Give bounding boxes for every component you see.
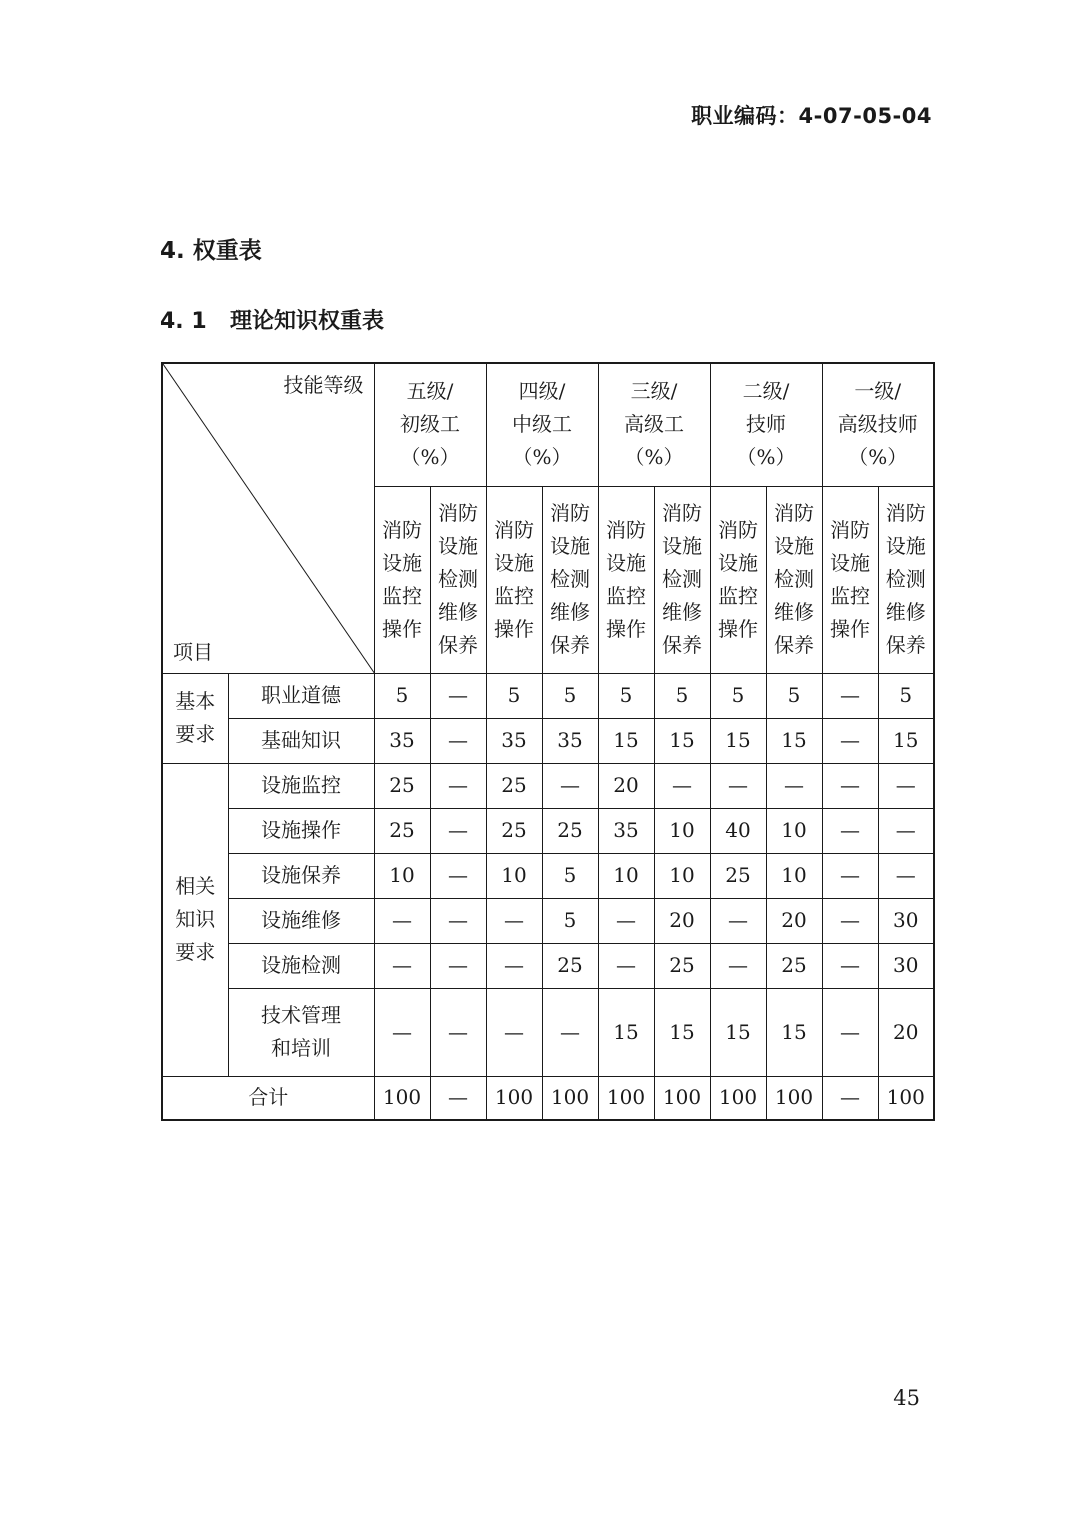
total-value-cell: 100 — [654, 1076, 710, 1120]
subheader-line: 设施 — [494, 550, 534, 575]
subheader-line: 检测 — [550, 567, 590, 591]
subheader-line: 操作 — [606, 616, 646, 641]
subheader-line: 消防 — [718, 517, 758, 542]
value-cell: 5 — [598, 673, 654, 718]
item-cell — [228, 673, 374, 718]
level-header-line: （%） — [512, 445, 572, 470]
category-label-line: 要求 — [175, 940, 216, 964]
table-row — [162, 673, 934, 718]
value-cell: 25 — [710, 853, 766, 898]
subheader-line: 设施 — [606, 550, 646, 575]
level-header-line: 二级/ — [742, 379, 790, 404]
subheader-line: 监控 — [606, 583, 646, 608]
value-cell: 25 — [766, 943, 822, 988]
item-label-line: 设施检测 — [261, 953, 341, 977]
subheader-line: 消防 — [550, 501, 590, 525]
item-label-line: 设施监控 — [261, 773, 341, 797]
item-cell — [228, 808, 374, 853]
subsection-title — [160, 304, 384, 335]
subheader-line: 保养 — [550, 633, 590, 657]
total-value-cell: 100 — [766, 1076, 822, 1120]
total-value-cell: 100 — [710, 1076, 766, 1120]
subheader-monitor-operate — [374, 486, 430, 673]
value-cell: 5 — [878, 673, 934, 718]
value-cell: 15 — [598, 988, 654, 1076]
level-header-line: 三级/ — [630, 379, 678, 404]
value-cell: — — [654, 763, 710, 808]
level-header — [486, 363, 598, 486]
category-label-line: 基本 — [175, 689, 216, 713]
subheader-line: 检测 — [885, 567, 926, 591]
value-cell: — — [430, 763, 486, 808]
item-cell — [228, 763, 374, 808]
value-cell: 15 — [878, 718, 934, 763]
value-cell: 10 — [374, 853, 430, 898]
item-cell — [228, 898, 374, 943]
value-cell: — — [822, 673, 878, 718]
level-header-line: 技师 — [746, 412, 786, 437]
subheader-line: 操作 — [718, 616, 758, 641]
value-cell: — — [822, 718, 878, 763]
value-cell: 35 — [542, 718, 598, 763]
level-header-line: 五级/ — [406, 379, 454, 404]
subheader-inspect-maintain — [430, 486, 486, 673]
subheader-line: 设施 — [885, 534, 926, 558]
item-label-line: 设施保养 — [261, 863, 341, 887]
level-header-line: 四级/ — [518, 379, 566, 404]
subheader-inspect-maintain — [542, 486, 598, 673]
category-label-line: 要求 — [175, 722, 216, 746]
value-cell: 20 — [878, 988, 934, 1076]
value-cell: 10 — [654, 853, 710, 898]
subheader-line: 监控 — [718, 583, 758, 608]
value-cell: — — [430, 718, 486, 763]
value-cell: 35 — [486, 718, 542, 763]
page-number: 45 — [893, 1386, 920, 1410]
value-cell: — — [430, 988, 486, 1076]
subheader-monitor-operate — [822, 486, 878, 673]
value-cell: 5 — [710, 673, 766, 718]
subheader-monitor-operate — [710, 486, 766, 673]
table-row — [162, 853, 934, 898]
value-cell: 30 — [878, 898, 934, 943]
value-cell: 15 — [710, 988, 766, 1076]
subheader-line: 保养 — [885, 633, 926, 657]
value-cell: 5 — [486, 673, 542, 718]
item-label-line: 职业道德 — [261, 683, 341, 707]
value-cell: — — [710, 763, 766, 808]
value-cell: 15 — [654, 718, 710, 763]
total-value-cell: — — [822, 1076, 878, 1120]
level-header — [374, 363, 486, 486]
item-label-line: 技术管理 — [261, 1003, 341, 1027]
value-cell: — — [486, 943, 542, 988]
value-cell: 5 — [766, 673, 822, 718]
value-cell: — — [374, 898, 430, 943]
subheader-line: 维修 — [662, 600, 702, 624]
subheader-line: 消防 — [662, 501, 702, 525]
table-row — [162, 988, 934, 1076]
value-cell: 25 — [654, 943, 710, 988]
corner-diagonal-line — [163, 364, 375, 674]
subheader-line: 维修 — [885, 600, 926, 624]
table-row — [162, 718, 934, 763]
value-cell: 5 — [374, 673, 430, 718]
value-cell: — — [710, 943, 766, 988]
level-header-line: 高级技师 — [837, 412, 918, 437]
total-value-cell: — — [430, 1076, 486, 1120]
category-label-line: 知识 — [175, 907, 216, 931]
value-cell: — — [598, 943, 654, 988]
corner-label-item: 项目 — [173, 639, 213, 664]
value-cell: — — [822, 808, 878, 853]
value-cell: — — [822, 898, 878, 943]
category-label-line: 相关 — [175, 874, 216, 898]
subheader-monitor-operate — [598, 486, 654, 673]
subheader-line: 检测 — [438, 567, 478, 591]
item-cell — [228, 988, 374, 1076]
total-value-cell: 100 — [374, 1076, 430, 1120]
value-cell: — — [822, 988, 878, 1076]
level-header — [822, 363, 934, 486]
level-header-line: 初级工 — [400, 412, 460, 437]
value-cell: — — [822, 853, 878, 898]
value-cell: — — [542, 763, 598, 808]
subheader-line: 监控 — [830, 583, 870, 608]
subheader-line: 操作 — [830, 616, 870, 641]
category-cell — [162, 673, 228, 763]
value-cell: 30 — [878, 943, 934, 988]
item-label-line: 设施维修 — [261, 908, 341, 932]
value-cell: — — [486, 988, 542, 1076]
value-cell: 10 — [486, 853, 542, 898]
total-value-cell: 100 — [486, 1076, 542, 1120]
value-cell: — — [374, 988, 430, 1076]
value-cell: — — [766, 763, 822, 808]
value-cell: — — [542, 988, 598, 1076]
subheader-line: 维修 — [550, 600, 590, 624]
subheader-line: 保养 — [438, 633, 478, 657]
subheader-inspect-maintain — [878, 486, 934, 673]
item-label-line: 和培训 — [271, 1036, 331, 1060]
table-corner-cell — [162, 363, 374, 673]
value-cell: 5 — [542, 898, 598, 943]
item-label-line: 设施操作 — [261, 818, 341, 842]
subheader-line: 消防 — [885, 501, 926, 525]
corner-label-skill-level: 技能等级 — [283, 373, 364, 397]
subheader-line: 消防 — [774, 501, 814, 525]
value-cell: — — [430, 808, 486, 853]
value-cell: 20 — [766, 898, 822, 943]
table-row — [162, 898, 934, 943]
value-cell: 15 — [766, 988, 822, 1076]
level-header-line: （%） — [400, 445, 460, 470]
table-row — [162, 763, 934, 808]
total-row — [162, 1076, 934, 1120]
subheader-line: 设施 — [774, 534, 814, 558]
level-header — [598, 363, 710, 486]
subheader-line: 设施 — [550, 534, 590, 558]
total-value-cell: 100 — [542, 1076, 598, 1120]
value-cell: — — [822, 943, 878, 988]
subheader-line: 设施 — [718, 550, 758, 575]
category-cell — [162, 763, 228, 1076]
subheader-line: 消防 — [382, 517, 422, 542]
value-cell: 10 — [598, 853, 654, 898]
theory-weight-table — [161, 362, 935, 1121]
value-cell: — — [878, 763, 934, 808]
value-cell: 5 — [542, 673, 598, 718]
table-row — [162, 943, 934, 988]
value-cell: — — [430, 853, 486, 898]
value-cell: 10 — [766, 808, 822, 853]
value-cell: — — [878, 808, 934, 853]
level-header-line: （%） — [624, 445, 684, 470]
value-cell: — — [598, 898, 654, 943]
occupation-code: 职业编码：4-07-05-04 — [691, 104, 932, 128]
subheader-inspect-maintain — [766, 486, 822, 673]
subheader-line: 监控 — [494, 583, 534, 608]
value-cell: 25 — [542, 943, 598, 988]
subsection-number: 4. 1 — [160, 309, 207, 334]
total-label: 合计 — [162, 1076, 374, 1120]
value-cell: 25 — [374, 763, 430, 808]
level-header-line: 一级/ — [854, 379, 902, 404]
value-cell: 20 — [654, 898, 710, 943]
level-header-line: 高级工 — [624, 412, 684, 437]
subheader-line: 监控 — [382, 583, 422, 608]
value-cell: — — [710, 898, 766, 943]
subheader-line: 操作 — [382, 616, 422, 641]
value-cell: 35 — [598, 808, 654, 853]
value-cell: 15 — [766, 718, 822, 763]
subheader-line: 检测 — [774, 567, 814, 591]
section-title: 4. 权重表 — [160, 238, 262, 264]
subheader-line: 消防 — [606, 517, 646, 542]
total-value-cell: 100 — [598, 1076, 654, 1120]
value-cell: 10 — [766, 853, 822, 898]
subheader-line: 保养 — [662, 633, 702, 657]
subheader-line: 维修 — [774, 600, 814, 624]
level-header-line: （%） — [848, 445, 908, 470]
subheader-line: 检测 — [662, 567, 702, 591]
value-cell: — — [822, 763, 878, 808]
value-cell: 35 — [374, 718, 430, 763]
level-header-line: （%） — [736, 445, 796, 470]
value-cell: — — [430, 898, 486, 943]
item-cell — [228, 853, 374, 898]
value-cell: — — [430, 673, 486, 718]
subheader-line: 操作 — [494, 616, 534, 641]
subheader-monitor-operate — [486, 486, 542, 673]
subheader-line: 保养 — [774, 633, 814, 657]
subheader-line: 消防 — [438, 501, 478, 525]
subheader-line: 设施 — [382, 550, 422, 575]
table-row — [162, 808, 934, 853]
value-cell: 40 — [710, 808, 766, 853]
subsection-label: 理论知识权重表 — [230, 309, 385, 334]
value-cell: 25 — [374, 808, 430, 853]
level-header — [710, 363, 822, 486]
value-cell: 15 — [598, 718, 654, 763]
value-cell: — — [878, 853, 934, 898]
item-cell — [228, 943, 374, 988]
value-cell: 25 — [486, 808, 542, 853]
subheader-line: 维修 — [438, 600, 478, 624]
item-cell — [228, 718, 374, 763]
subheader-line: 设施 — [662, 534, 702, 558]
value-cell: — — [374, 943, 430, 988]
value-cell: 25 — [486, 763, 542, 808]
value-cell: 15 — [654, 988, 710, 1076]
value-cell: — — [430, 943, 486, 988]
item-label-line: 基础知识 — [261, 728, 341, 752]
subheader-line: 设施 — [830, 550, 870, 575]
subheader-line: 消防 — [830, 517, 870, 542]
subheader-line: 消防 — [494, 517, 534, 542]
value-cell: 15 — [710, 718, 766, 763]
value-cell: 5 — [654, 673, 710, 718]
value-cell: 5 — [542, 853, 598, 898]
total-value-cell: 100 — [878, 1076, 934, 1120]
value-cell: 20 — [598, 763, 654, 808]
value-cell: 25 — [542, 808, 598, 853]
value-cell: 10 — [654, 808, 710, 853]
value-cell: — — [486, 898, 542, 943]
level-header-line: 中级工 — [512, 412, 572, 437]
weight-table-container — [161, 362, 935, 1121]
subheader-inspect-maintain — [654, 486, 710, 673]
subheader-line: 设施 — [438, 534, 478, 558]
